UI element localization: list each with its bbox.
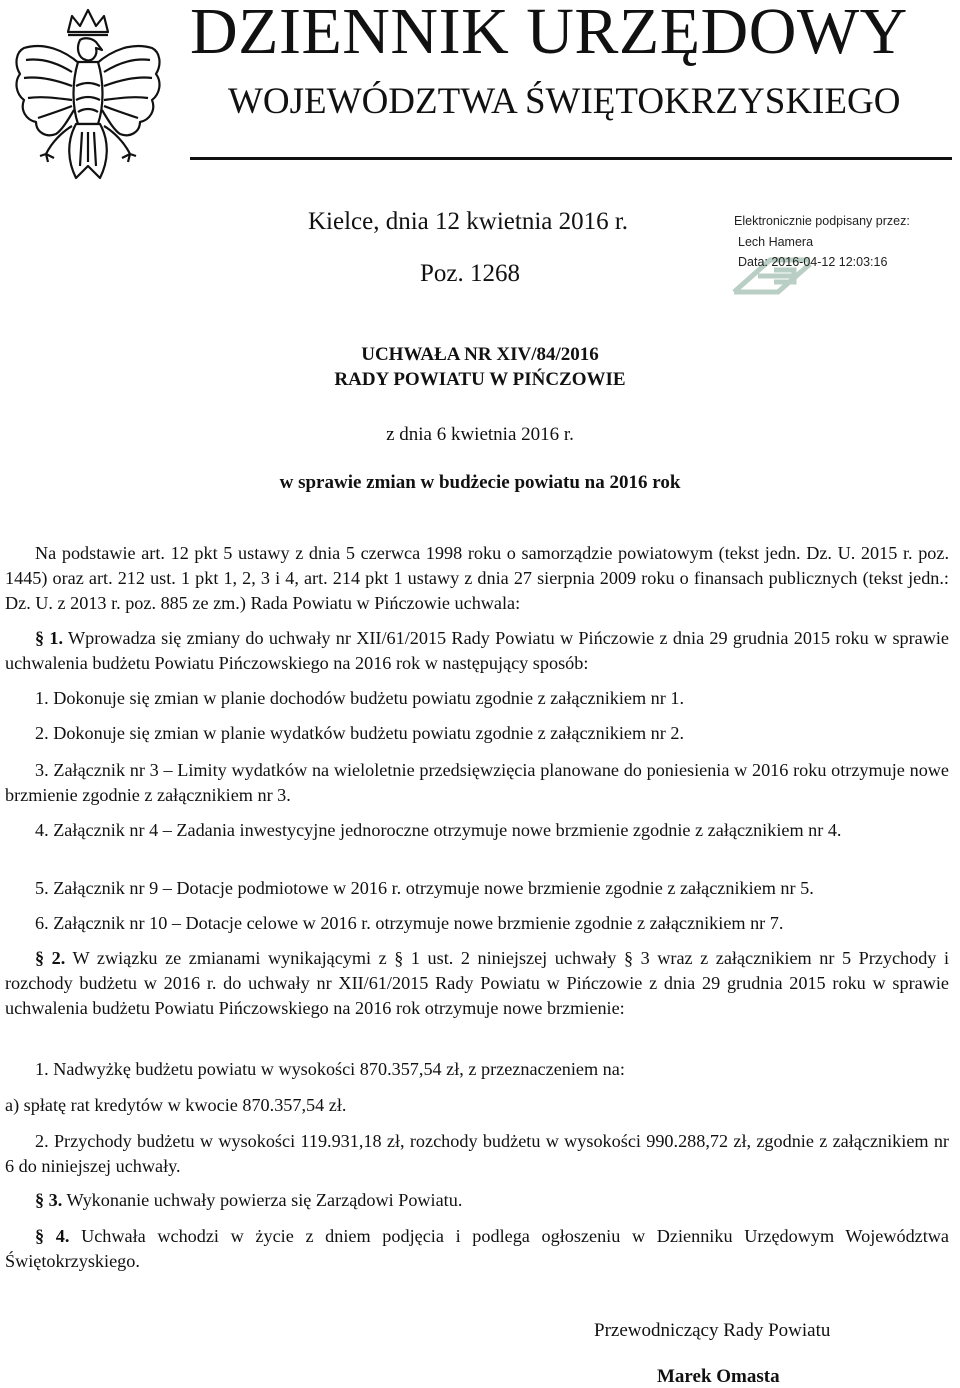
section-1-paragraph: [5, 626, 949, 676]
section-2-paragraph: [5, 946, 949, 1021]
section-1-item-6: 6. Załącznik nr 10 – Dotacje celowe w 2016 r. otrzymuje nowe brzmienie zgodnie z załącznikiem nr 7.: [35, 913, 784, 933]
white-eagle-emblem-icon: [6, 2, 170, 192]
section-3-paragraph: [5, 1188, 949, 1213]
signatory-name: Marek Omasta: [657, 1366, 780, 1387]
resolution-council: RADY POWIATU W PIŃCZOWIE: [334, 369, 626, 390]
e-signature-stamp: [730, 212, 955, 312]
section-1-item-3: 3. Załącznik nr 3 – Limity wydatków na wieloletnie przedsięwzięcia planowane do poniesienia w 2016 roku otrzymuje nowe brzmienie zgodnie z załącznikiem nr 3.: [5, 760, 949, 805]
section-4-text: Uchwała wchodzi w życie z dniem podjęcia i podlega ogłoszeniu w Dzienniku Urzędowym Województwa Świętokrzyskiego.: [5, 1226, 950, 1271]
resolution-date: z dnia 6 kwietnia 2016 r.: [386, 424, 574, 445]
resolution-subject: w sprawie zmian w budżecie powiatu na 2016 rok: [279, 472, 681, 493]
e-signature-signer: Lech Hamera: [738, 235, 814, 249]
section-1-item-5: 5. Załącznik nr 9 – Dotacje podmiotowe w 2016 r. otrzymuje nowe brzmienie zgodnie z załącznikiem nr 5.: [35, 878, 814, 898]
position-number: Poz. 1268: [420, 260, 520, 287]
section-1-item-4: 4. Załącznik nr 4 – Zadania inwestycyjne jednoroczne otrzymuje nowe brzmienie zgodnie z załącznikiem nr 4.: [35, 820, 842, 840]
journal-subtitle: WOJEWÓDZTWA ŚWIĘTOKRZYSKIEGO: [228, 81, 901, 122]
section-1-item-2: 2. Dokonuje się zmian w planie wydatków budżetu powiatu zgodnie z załącznikiem nr 2.: [35, 723, 684, 743]
section-3-text: Wykonanie uchwały powierza się Zarządowi Powiatu.: [62, 1190, 463, 1210]
e-signature-date: Data: 2016-04-12 12:03:16: [738, 255, 888, 269]
section-2-item-2: 2. Przychody budżetu w wysokości 119.931,18 zł, rozchody budżetu w wysokości 990.288,72 zł, zgodnie z załącznikiem nr 6 do niniejszej uchwały.: [5, 1131, 949, 1176]
journal-title: DZIENNIK URZĘDOWY: [190, 0, 908, 68]
signatory-role: Przewodniczący Rady Powiatu: [594, 1320, 831, 1341]
resolution-number: UCHWAŁA NR XIV/84/2016: [361, 344, 599, 365]
section-2-text: W związku ze zmianami wynikającymi z § 1 ust. 2 niniejszej uchwały § 3 wraz z załącznikiem nr 5 Przychody i rozchody budżetu w 2016 r. do uchwały nr XII/61/2015 Rady Powiatu w Pińczowie z dnia 29 grudnia 2015 roku w sprawie uchwalenia budżetu Powiatu Pińczowskiego na 2016 rok otrzymuje nowe brzmienie:: [5, 948, 950, 1018]
section-2-item-1: 1. Nadwyżkę budżetu powiatu w wysokości 870.357,54 zł, z przeznaczeniem na:: [35, 1059, 625, 1079]
e-signature-caption: Elektronicznie podpisany przez:: [734, 214, 910, 228]
section-3-label: § 3.: [35, 1190, 63, 1210]
section-1-label: § 1.: [35, 628, 64, 648]
section-1-text: Wprowadza się zmiany do uchwały nr XII/61/2015 Rady Powiatu w Pińczowie z dnia 29 grudnia 2015 roku w sprawie uchwalenia budżetu Powiatu Pińczowskiego na 2016 rok w następujący sposób:: [5, 628, 950, 673]
preamble-paragraph: Na podstawie art. 12 pkt 5 ustawy z dnia 5 czerwca 1998 roku o samorządzie powiatowym (tekst jedn. Dz. U. 2015 r. poz. 1445) oraz art. 212 ust. 1 pkt 1, 2, 3 i 4, art. 214 pkt 1 ustawy z dnia 27 sierpnia 2009 roku o finansach publicznych (tekst jedn.: Dz. U. z 2013 r. poz. 885 ze zm.) Rada Powiatu w Pińczowie uchwala:: [5, 543, 949, 613]
place-and-date: Kielce, dnia 12 kwietnia 2016 r.: [308, 208, 629, 235]
section-4-label: § 4.: [35, 1226, 70, 1246]
resolution-title: [0, 342, 960, 392]
section-2-label: § 2.: [35, 948, 66, 968]
section-4-paragraph: [5, 1224, 949, 1274]
section-1-item-1: 1. Dokonuje się zmian w planie dochodów budżetu powiatu zgodnie z załącznikiem nr 1.: [35, 688, 684, 708]
section-2-item-1a: a) spłatę rat kredytów w kwocie 870.357,54 zł.: [5, 1095, 347, 1115]
header-divider: [190, 157, 952, 160]
